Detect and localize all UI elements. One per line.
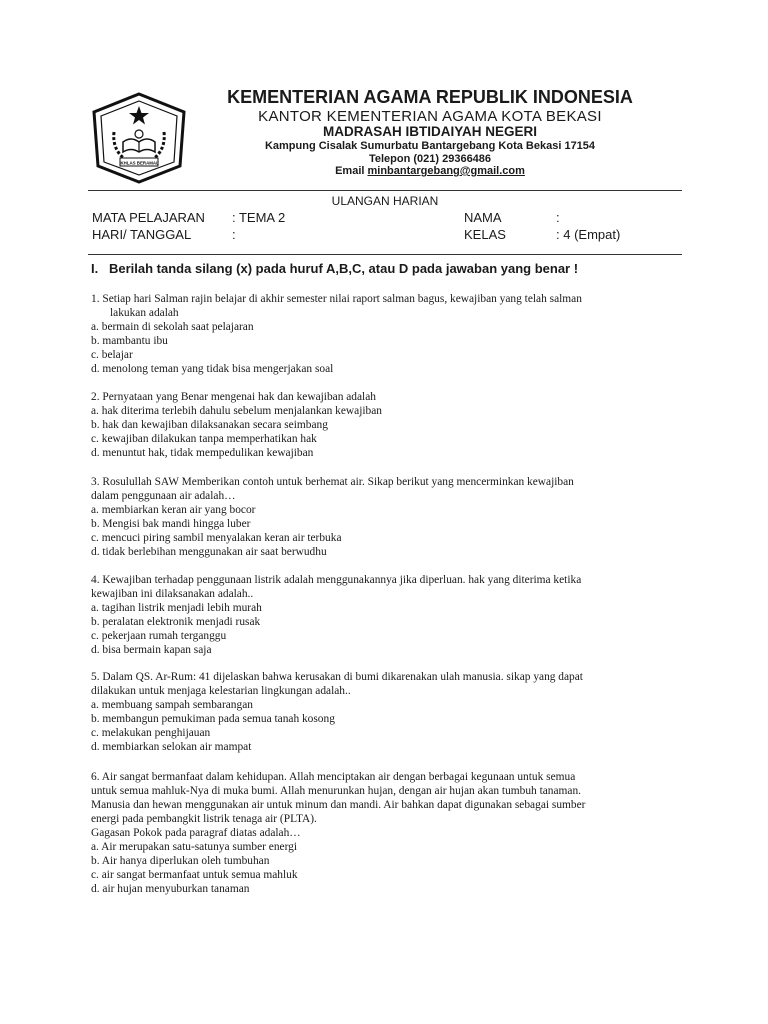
ministry-name: KEMENTERIAN AGAMA REPUBLIK INDONESIA: [227, 87, 633, 107]
option-a[interactable]: a. tagihan listrik menjadi lebih murah: [91, 602, 262, 614]
question-text: 6. Air sangat bermanfaat dalam kehidupan. Allah menciptakan air dengan berbagai kegunaan untuk semua: [91, 771, 576, 783]
option-d[interactable]: d. menolong teman yang tidak bisa mengerjakan soal: [91, 363, 334, 375]
question-1: [91, 292, 691, 376]
exam-title: ULANGAN HARIAN: [331, 194, 439, 208]
option-d[interactable]: d. bisa bermain kapan saja: [91, 644, 212, 656]
subject-value: : TEMA 2: [232, 210, 286, 225]
option-b[interactable]: b. peralatan elektronik menjadi rusak: [91, 616, 261, 628]
option-a[interactable]: a. bermain di sekolah saat pelajaran: [91, 321, 254, 333]
option-b[interactable]: b. mambantu ibu: [91, 335, 168, 347]
ministry-logo: [92, 92, 186, 184]
school-name: MADRASAH IBTIDAIYAH NEGERI: [322, 124, 538, 139]
school-email-line: [200, 165, 660, 178]
email-label: Email: [335, 165, 368, 177]
option-c[interactable]: c. air sangat bermanfaat untuk semua mahluk: [91, 869, 298, 881]
office-name: KANTOR KEMENTERIAN AGAMA KOTA BEKASI: [258, 108, 602, 125]
name-label: NAMA: [464, 210, 502, 225]
option-d[interactable]: d. menuntut hak, tidak mempedulikan kewajiban: [91, 447, 314, 459]
question-text: Gagasan Pokok pada paragraf diatas adalah…: [91, 827, 301, 839]
question-6: [91, 770, 691, 896]
instruction-number: I.: [91, 261, 99, 276]
question-text: dalam penggunaan air adalah…: [91, 490, 236, 502]
question-4: [91, 573, 691, 657]
email-link[interactable]: minbantargebang@gmail.com: [367, 165, 525, 177]
class-value: : 4 (Empat): [556, 227, 621, 242]
name-value: :: [556, 210, 560, 225]
option-a[interactable]: a. membuang sampah sembarangan: [91, 699, 253, 711]
subject-label: MATA PELAJARAN: [92, 210, 205, 225]
question-text: 1. Setiap hari Salman rajin belajar di akhir semester nilai raport salman bagus, kewajiban yang telah salman: [91, 293, 582, 305]
option-c[interactable]: c. mencuci piring sambil menyalakan keran air terbuka: [91, 532, 342, 544]
question-text: energi pada pembangkit listrik tenaga air (PLTA).: [91, 813, 317, 825]
option-a[interactable]: a. Air merupakan satu-satunya sumber energi: [91, 841, 298, 853]
option-d[interactable]: d. tidak berlebihan menggunakan air saat berwudhu: [91, 546, 327, 558]
option-c[interactable]: c. belajar: [91, 349, 133, 361]
question-text: Manusia dan hewan menggunakan air untuk minum dan mandi. Air bahkan dapat digunakan sebagai sumber: [91, 799, 586, 811]
question-3: [91, 475, 691, 559]
school-address: Kampung Cisalak Sumurbatu Bantargebang Kota Bekasi 17154: [264, 140, 596, 152]
question-text: lakukan adalah: [110, 307, 179, 319]
question-text: 3. Rosulullah SAW Memberikan contoh untuk berhemat air. Sikap berikut yang mencerminkan kewajiban: [91, 476, 574, 488]
school-phone: Telepon (021) 29366486: [368, 152, 492, 165]
option-c[interactable]: c. pekerjaan rumah terganggu: [91, 630, 227, 642]
school-contact: [200, 140, 660, 178]
class-label: KELAS: [464, 227, 506, 242]
logo-banner-text: IKHLAS BERAMAL: [119, 160, 159, 166]
question-text: kewajiban ini dilaksanakan adalah..: [91, 588, 254, 600]
option-d[interactable]: d. air hujan menyuburkan tanaman: [91, 883, 250, 895]
question-text: 5. Dalam QS. Ar-Rum: 41 dijelaskan bahwa kerusakan di bumi dikarenakan ulah manusia. sikap yang dapat: [91, 671, 583, 683]
date-label: HARI/ TANGGAL: [92, 227, 192, 242]
option-d[interactable]: d. membiarkan selokan air mampat: [91, 741, 252, 753]
question-2: [91, 390, 691, 460]
instruction-text: Berilah tanda silang (x) pada huruf A,B,C, atau D pada jawaban yang benar !: [109, 261, 579, 276]
option-a[interactable]: a. hak diterima terlebih dahulu sebelum menjalankan kewajiban: [91, 405, 382, 417]
option-a[interactable]: a. membiarkan keran air yang bocor: [91, 504, 256, 516]
question-text: 2. Pernyataan yang Benar mengenai hak dan kewajiban adalah: [91, 391, 376, 403]
question-5: [91, 670, 691, 754]
option-b[interactable]: b. membangun pemukiman pada semua tanah kosong: [91, 713, 335, 725]
instruction: [91, 261, 578, 276]
question-text: 4. Kewajiban terhadap penggunaan listrik adalah menggunakannya jika diperluan. hak yang diterima ketika: [91, 574, 582, 586]
option-c[interactable]: c. kewajiban dilakukan tanpa memperhatikan hak: [91, 433, 317, 445]
option-b[interactable]: b. Air hanya diperlukan oleh tumbuhan: [91, 855, 270, 867]
date-value: :: [232, 227, 236, 242]
option-b[interactable]: b. hak dan kewajiban dilaksanakan secara seimbang: [91, 419, 328, 431]
question-text: untuk semua mahluk-Nya di muka bumi. Allah menurunkan hujan, dengan air hujan akan tumbuh tanaman.: [91, 785, 581, 797]
option-c[interactable]: c. melakukan penghijauan: [91, 727, 211, 739]
question-text: dilakukan untuk menjaga kelestarian lingkungan adalah..: [91, 685, 351, 697]
option-b[interactable]: b. Mengisi bak mandi hingga luber: [91, 518, 251, 530]
meta-divider: [88, 254, 682, 255]
header-divider: [88, 190, 682, 191]
